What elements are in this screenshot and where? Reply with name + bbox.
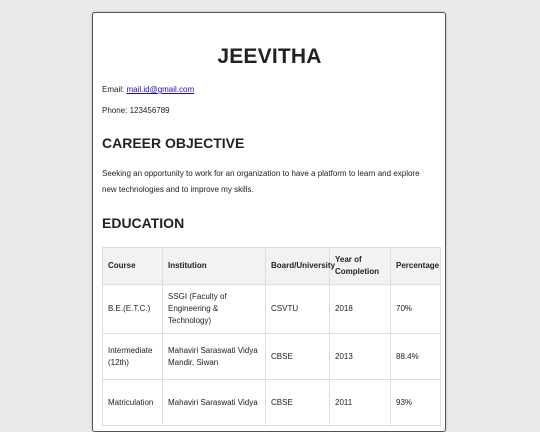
table-row: [103, 334, 441, 380]
cell-year: 2013: [330, 334, 391, 380]
phone-value: 123456789: [129, 106, 170, 115]
career-objective-heading: CAREER OBJECTIVE: [102, 135, 245, 151]
cell-institution: Mahaviri Saraswati Vidya: [163, 380, 266, 426]
table-row: [103, 380, 441, 426]
cell-board: CBSE: [266, 334, 330, 380]
email-label: Email:: [102, 85, 127, 94]
cell-board: CSVTU: [266, 285, 330, 334]
cell-board: CBSE: [266, 380, 330, 426]
phone-label: Phone:: [102, 106, 130, 115]
column-header-institution: Institution: [163, 248, 266, 285]
cell-institution: Mahaviri Saraswati Vidya Mandir, Siwan: [163, 334, 266, 380]
cell-institution: SSGI (Faculty of Engineering & Technology): [163, 285, 266, 334]
cell-course: Intermediate (12th): [103, 334, 163, 380]
cell-course: B.E.(E.T.C.): [103, 285, 163, 334]
education-heading: EDUCATION: [102, 215, 185, 231]
candidate-name: JEEVITHA: [217, 45, 322, 68]
career-objective-text: Seeking an opportunity to work for an organization to have a platform to learn and explore new technologies and to improve my skills.: [102, 169, 420, 194]
email-link[interactable]: mail.id@gmail.com: [126, 85, 195, 94]
cell-year: 2011: [330, 380, 391, 426]
cell-course: Matriculation: [103, 380, 163, 426]
table-row: [103, 285, 441, 334]
column-header-course: Course: [103, 248, 163, 285]
education-table: [102, 247, 441, 426]
cell-percentage: 93%: [391, 380, 441, 426]
column-header-year: Year of Completion: [330, 248, 391, 285]
cell-percentage: 88.4%: [391, 334, 441, 380]
phone-line: [102, 106, 437, 116]
column-header-board: Board/University: [266, 248, 330, 285]
cell-year: 2018: [330, 285, 391, 334]
email-line: [102, 85, 437, 95]
resume-page: [92, 12, 446, 432]
table-header-row: [103, 248, 441, 285]
cell-percentage: 70%: [391, 285, 441, 334]
column-header-percentage: Percentage: [391, 248, 441, 285]
